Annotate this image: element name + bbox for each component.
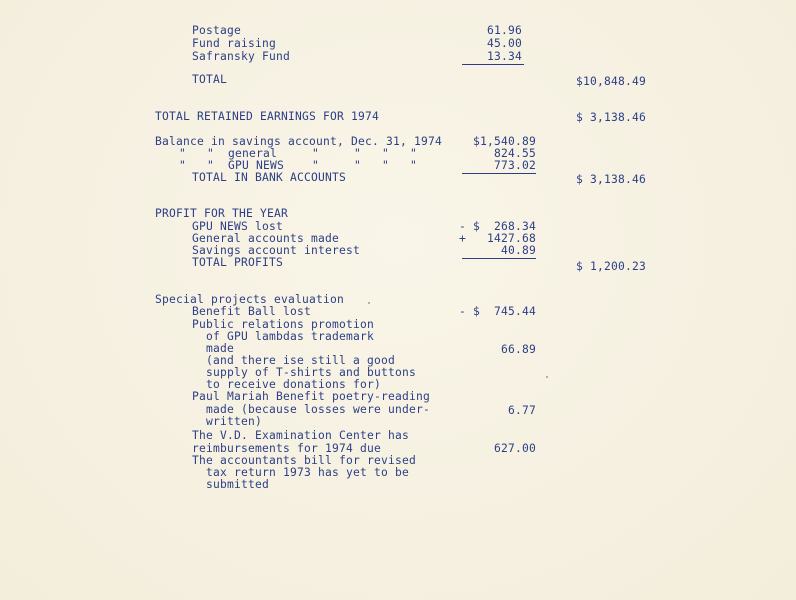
total-profits-label: TOTAL PROFITS [192, 256, 284, 269]
savings-balance-amount: $1,540.89 [472, 135, 536, 148]
postage-label: Postage [192, 24, 242, 37]
pr-line-4: (and there ise still a good [192, 354, 396, 367]
pr-line-1: Public relations promotion [192, 318, 375, 331]
poetry-amount: 6.77 [507, 404, 536, 417]
gpu-news-lost-amount: - $ 268.34 [458, 220, 536, 233]
paper-speck [546, 376, 548, 378]
expenses-total-amount: $10,848.49 [575, 75, 646, 88]
pr-line-6: to receive donations for) [192, 378, 382, 391]
savings-interest-amount: 40.89 [500, 244, 536, 257]
vd-line-2: reimbursements for 1974 due [192, 442, 382, 455]
vd-line-1: The V.D. Examination Center has [192, 429, 410, 442]
poetry-line-2: made (because losses were under- [192, 403, 431, 416]
benefit-ball-label: Benefit Ball lost [192, 305, 312, 318]
postage-amount: 61.96 [486, 24, 522, 37]
bank-total-label: TOTAL IN BANK ACCOUNTS [192, 171, 347, 184]
retained-earnings-label: TOTAL RETAINED EARNINGS FOR 1974 [155, 110, 380, 123]
fund-raising-label: Fund raising [192, 37, 277, 50]
accountants-line-1: The accountants bill for revised [192, 454, 417, 467]
savings-interest-label: Savings account interest [192, 244, 361, 257]
safransky-amount: 13.34 [486, 50, 522, 63]
fund-raising-amount: 45.00 [486, 37, 522, 50]
pr-line-3: made [192, 342, 235, 355]
accountants-line-3: submitted [192, 478, 270, 491]
special-projects-header: Special projects evaluation [155, 293, 345, 306]
profit-header: PROFIT FOR THE YEAR [155, 207, 289, 220]
safransky-label: Safransky Fund [192, 50, 291, 63]
vd-amount: 627.00 [493, 442, 536, 455]
accountants-line-2: tax return 1973 has yet to be [192, 466, 410, 479]
retained-earnings-amount: $ 3,138.46 [575, 111, 646, 124]
gpu-news-lost-label: GPU NEWS lost [192, 220, 284, 233]
pr-amount: 66.89 [500, 343, 536, 356]
profit-subtotal-rule [462, 258, 536, 259]
gpu-news-balance-amount: 773.02 [493, 159, 536, 172]
subtotal-rule [462, 64, 524, 65]
pr-line-2: of GPU lambdas trademark [192, 330, 375, 343]
general-made-label: General accounts made [192, 232, 340, 245]
poetry-line-1: Paul Mariah Benefit poetry-reading [192, 390, 431, 403]
general-balance-label: " " general " " " " [172, 147, 418, 160]
bank-total-amount: $ 3,138.46 [575, 173, 646, 186]
benefit-ball-amount: - $ 745.44 [458, 305, 536, 318]
general-made-amount: + 1427.68 [458, 232, 536, 245]
bank-subtotal-rule [462, 173, 536, 174]
expenses-total-label: TOTAL [192, 73, 228, 86]
general-balance-amount: 824.55 [493, 147, 536, 160]
poetry-line-3: written) [192, 415, 263, 428]
total-profits-amount: $ 1,200.23 [575, 260, 646, 273]
savings-balance-label: Balance in savings account, Dec. 31, 1974 [155, 135, 443, 148]
pr-line-5: supply of T-shirts and buttons [192, 366, 417, 379]
paper-speck [368, 302, 370, 304]
gpu-news-balance-label: " " GPU NEWS " " " " [172, 159, 418, 172]
